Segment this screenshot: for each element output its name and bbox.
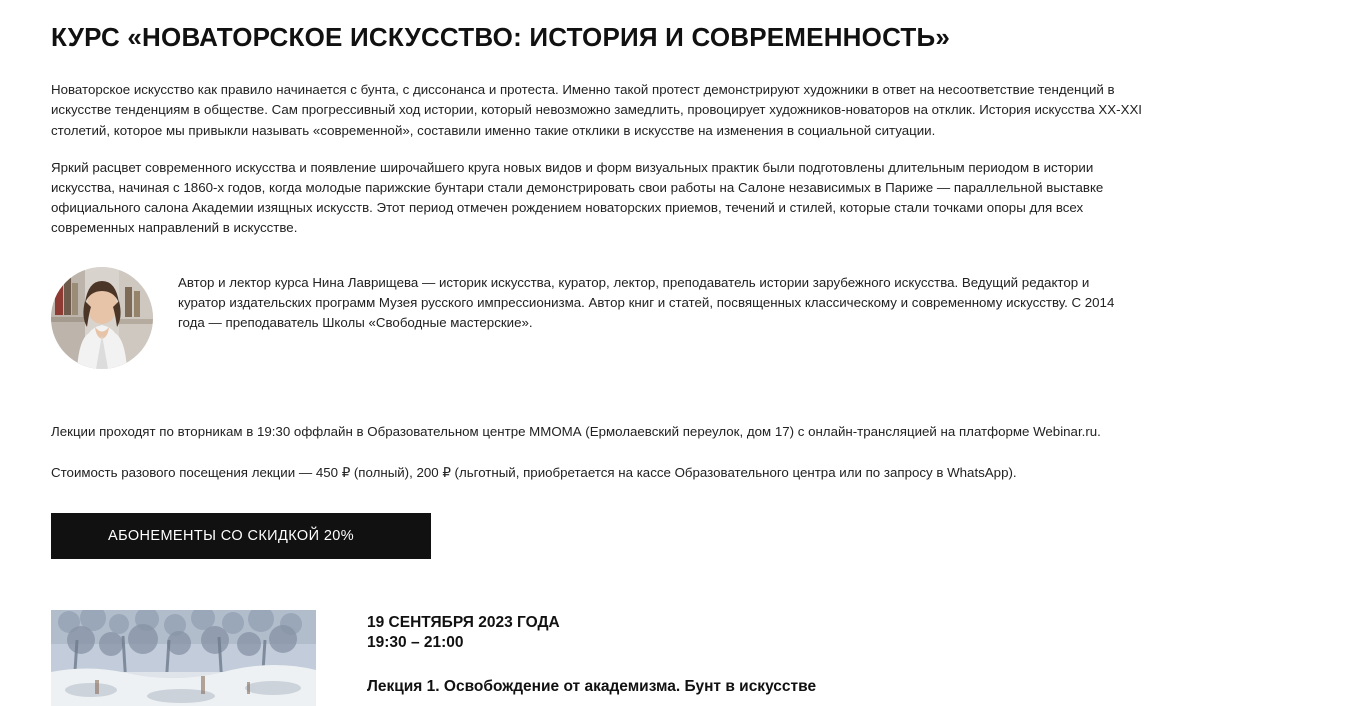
description-paragraph-1: Новаторское искусство как правило начинается с бунта, с диссонанса и протеста. Именно такой протест демонстрируют художники в ответ на несоответствие тенденций в искусстве тенденциям в обществе. Сам прогрессивный ход истории, который невозможно замедлить, провоцирует художников-новаторов на отклик. История искусства XX-XXI столетий, которое мы привыкли называть «современной», составили именно такие отклики в искусстве на изменения в социальной ситуации. [51, 82, 1143, 138]
avatar [51, 267, 153, 369]
content-column [51, 0, 1141, 706]
lecture-date: 19 СЕНТЯБРЯ 2023 ГОДА [367, 614, 560, 632]
author-block [51, 267, 1141, 369]
lecture-time: 19:30 – 21:00 [367, 634, 464, 652]
author-bio: Автор и лектор курса Нина Лаврищева — историк искусства, куратор, лектор, преподаватель истории зарубежного искусства. Ведущий редактор и куратор издательских программ Музея русского импрессионизма. Автор книг и статей, посвященных классическому и современному искусству. С 2014 года — преподаватель Школы «Свободные мастерские». [178, 274, 1115, 331]
subscription-discount-button[interactable]: АБОНЕМЕНТЫ СО СКИДКОЙ 20% [51, 513, 431, 559]
page-title: КУРС «НОВАТОРСКОЕ ИСКУССТВО: ИСТОРИЯ И СОВРЕМЕННОСТЬ» [51, 22, 951, 52]
lecture-title[interactable]: Лекция 1. Освобождение от академизма. Бунт в искусстве [367, 678, 817, 696]
course-description [51, 80, 1141, 238]
schedule-line-1: Лекции проходят по вторникам в 19:30 оффлайн в Образовательном центре ММОМА (Ермолаевский переулок, дом 17) с онлайн-трансляцией на платформе Webinar.ru. [51, 423, 1101, 439]
schedule-info [51, 422, 1141, 483]
description-paragraph-2: Яркий расцвет современного искусства и появление широчайшего круга новых видов и форм визуальных практик были подготовлены длительным периодом в истории искусства, начиная с 1860-х годов, когда молодые парижские бунтари стали демонстрировать свои работы на Салоне независимых в Париже — параллельной выставке официального салона Академии изящных искусств. Этот период отмечен рождением новаторских приемов, течений и стилей, которые стали точками опоры для всех современных направлений в искусстве. [51, 159, 1104, 236]
lecture-thumbnail [51, 610, 316, 706]
lecture-list-item[interactable] [51, 610, 1141, 706]
schedule-line-2: Стоимость разового посещения лекции — 450 ₽ (полный), 200 ₽ (льготный, приобретается на кассе Образовательного центра или по запросу в WhatsApp). [51, 464, 1017, 480]
